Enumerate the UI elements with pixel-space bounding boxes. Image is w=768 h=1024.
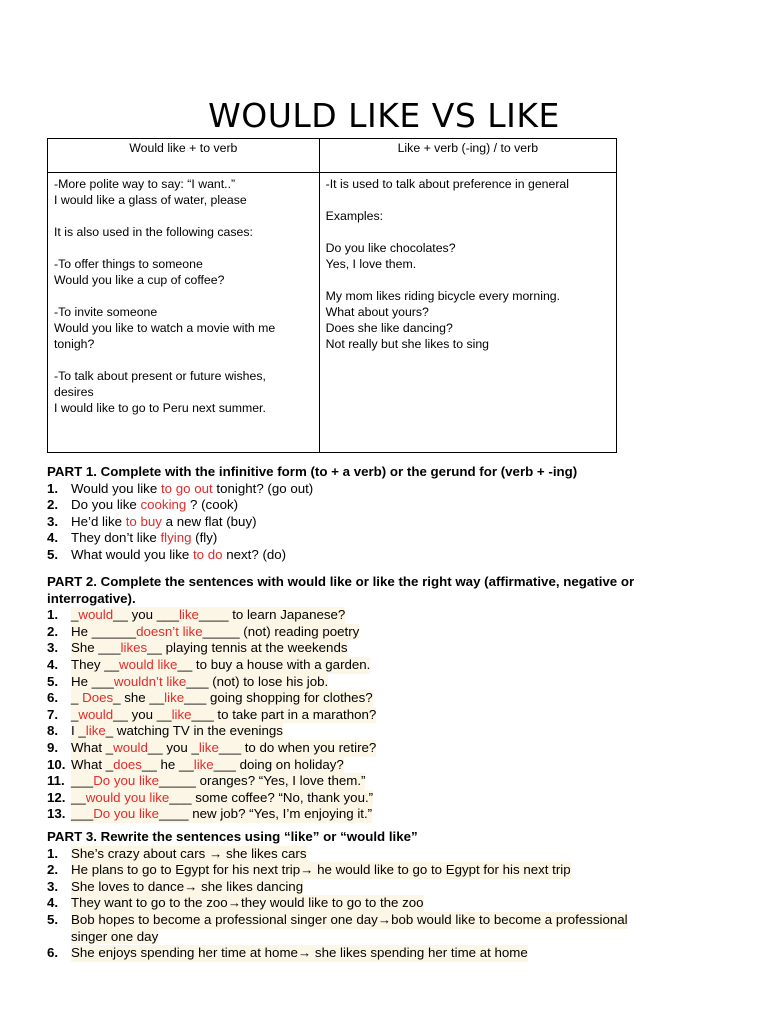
answer-text: would xyxy=(78,706,114,722)
explanation-line: What about yours? xyxy=(325,305,429,319)
item-sentence xyxy=(71,624,359,641)
item-number: 4. xyxy=(47,656,59,672)
blank-line xyxy=(54,288,313,304)
blank-line xyxy=(326,192,610,208)
answer-text: Do you like xyxy=(93,806,159,822)
sentence-text: She ___ xyxy=(71,640,121,656)
item-sentence xyxy=(71,607,345,624)
item-number: 3. xyxy=(47,878,59,894)
exercise-item xyxy=(47,707,687,724)
answer-text: Does xyxy=(82,690,114,706)
sentence-text: a new flat (buy) xyxy=(161,513,257,529)
rewrite-sentence: She’s crazy about cars → she likes cars xyxy=(71,845,307,861)
item-sentence xyxy=(71,707,376,724)
rewrite-item xyxy=(47,846,687,863)
explanation-line: Not really but she likes to sing xyxy=(325,337,490,351)
item-number: 10. xyxy=(47,756,66,772)
like-column-header: Like + verb (-ing) / to verb xyxy=(319,139,616,173)
sentence-text: I _ xyxy=(71,723,86,739)
worksheet-title: WOULD LIKE VS LIKE xyxy=(208,96,560,135)
item-number: 6. xyxy=(47,945,59,961)
sentence-text: _____ oranges? “Yes, I love them.” xyxy=(158,773,366,789)
item-sentence xyxy=(71,497,238,514)
sentence-text: _ watching TV in the evenings xyxy=(105,723,283,739)
answer-text: like xyxy=(164,690,185,706)
exercise-item xyxy=(47,723,687,740)
sentence-text: __ you __ xyxy=(113,706,172,722)
explanation-line: desires xyxy=(54,385,94,399)
exercise-item xyxy=(47,640,687,657)
item-sentence xyxy=(71,674,328,691)
sentence-text: ____ to learn Japanese? xyxy=(198,607,346,623)
answer-text: would xyxy=(78,607,114,623)
answer-text: like xyxy=(193,756,214,772)
rewrite-sentence: She enjoys spending her time at home→ she likes spending her time at home xyxy=(71,945,528,961)
answer-text: does xyxy=(113,756,142,772)
item-number: 1. xyxy=(47,480,59,496)
part1-section xyxy=(47,464,687,564)
sentence-text: Would you like xyxy=(71,480,161,496)
exercise-item xyxy=(47,740,687,757)
sentence-text: _ xyxy=(71,706,79,722)
exercise-item xyxy=(47,757,687,774)
would-like-column-header: Would like + to verb xyxy=(48,139,320,173)
exercise-item xyxy=(47,790,687,807)
item-number: 13. xyxy=(47,806,66,822)
explanation-line: Do you like chocolates? xyxy=(325,241,456,255)
part2-heading-line-2: interrogative). xyxy=(47,590,136,606)
item-number: 11. xyxy=(47,773,65,789)
answer-text: like xyxy=(178,607,199,623)
sentence-text: ___ some coffee? “No, thank you.” xyxy=(169,789,374,805)
item-number: 4. xyxy=(47,530,59,546)
rewrite-sentence-continued: singer one day xyxy=(71,928,159,944)
sentence-text: ? (cook) xyxy=(186,497,239,513)
exercise-item xyxy=(47,607,687,624)
sentence-text: ___ to do when you retire? xyxy=(218,739,377,755)
answer-text: flying xyxy=(160,530,192,546)
rewrite-continuation xyxy=(47,929,687,946)
exercise-item xyxy=(47,547,687,564)
explanation-line: I would like a glass of water, please xyxy=(54,193,247,207)
sentence-text: _ xyxy=(71,690,83,706)
explanation-line: I would like to go to Peru next summer. xyxy=(54,401,266,415)
item-sentence xyxy=(71,690,373,707)
blank-line xyxy=(326,272,610,288)
answer-text: to do xyxy=(192,546,223,562)
sentence-text: ___ going shopping for clothes? xyxy=(184,690,373,706)
exercise-item xyxy=(47,806,687,823)
sentence-text: He’d like xyxy=(71,513,126,529)
explanation-line: Examples: xyxy=(325,209,384,223)
item-number: 2. xyxy=(47,623,59,639)
exercise-item xyxy=(47,674,687,691)
rewrite-item xyxy=(47,879,687,896)
explanation-line: Does she like dancing? xyxy=(325,321,453,335)
item-number: 3. xyxy=(47,513,59,529)
item-number: 12. xyxy=(47,789,66,805)
sentence-text: What _ xyxy=(71,756,114,772)
sentence-text: He ___ xyxy=(71,673,114,689)
explanation-line: -To invite someone xyxy=(54,305,158,319)
answer-text: Do you like xyxy=(93,773,159,789)
sentence-text: ___ xyxy=(71,773,94,789)
sentence-text: ___ to take part in a marathon? xyxy=(191,706,377,722)
item-sentence xyxy=(71,640,348,657)
sentence-text: _ she __ xyxy=(113,690,165,706)
item-sentence xyxy=(71,790,373,807)
exercise-item xyxy=(47,514,687,531)
sentence-text: They don’t like xyxy=(71,530,161,546)
sentence-text: (fly) xyxy=(191,530,218,546)
sentence-text: What would you like xyxy=(71,546,193,562)
answer-text: would like xyxy=(119,656,178,672)
exercise-item xyxy=(47,497,687,514)
part3-section xyxy=(47,829,687,962)
would-like-explanation-cell xyxy=(48,173,320,453)
answer-text: cooking xyxy=(140,497,187,513)
rewrite-sentence: She loves to dance→ she likes dancing xyxy=(71,878,304,894)
exercise-item xyxy=(47,624,687,641)
part2-section xyxy=(47,574,687,823)
sentence-text: __ you _ xyxy=(147,739,199,755)
item-sentence xyxy=(71,806,372,823)
sentence-text: ___ xyxy=(71,806,94,822)
item-number: 7. xyxy=(47,706,59,722)
explanation-line: tonigh? xyxy=(54,337,95,351)
explanation-line: -To offer things to someone xyxy=(54,257,203,271)
item-number: 2. xyxy=(47,497,59,513)
blank-line xyxy=(54,352,313,368)
rewrite-sentence: Bob hopes to become a professional singer one day→bob would like to become a professional xyxy=(71,911,628,927)
grammar-comparison-table xyxy=(47,138,617,453)
sentence-text: ___ (not) to lose his job. xyxy=(186,673,329,689)
exercise-item xyxy=(47,657,687,674)
item-number: 5. xyxy=(47,546,59,562)
item-sentence xyxy=(71,773,365,790)
sentence-text: __ you ___ xyxy=(113,607,179,623)
item-number: 6. xyxy=(47,690,59,706)
sentence-text: __ to buy a house with a garden. xyxy=(177,656,371,672)
exercise-item xyxy=(47,530,687,547)
sentence-text: tonight? (go out) xyxy=(212,480,314,496)
item-sentence xyxy=(71,657,370,674)
blank-line xyxy=(326,224,610,240)
sentence-text: _____ (not) reading poetry xyxy=(202,623,360,639)
explanation-line: -More polite way to say: “I want..” xyxy=(54,177,236,191)
item-sentence xyxy=(71,757,344,774)
rewrite-sentence: They want to go to the zoo→they would like to go to the zoo xyxy=(71,895,424,911)
answer-text: to buy xyxy=(125,513,162,529)
item-number: 1. xyxy=(47,607,59,623)
part1-heading: PART 1. Complete with the infinitive form (to + a verb) or the gerund for (verb + -ing) xyxy=(47,464,578,479)
exercise-item xyxy=(47,481,687,498)
blank-line xyxy=(54,240,313,256)
sentence-text: Do you like xyxy=(71,497,141,513)
part2-heading-line-1: PART 2. Complete the sentences with would like or like the right way (affirmative, negative or xyxy=(47,574,635,589)
sentence-text: He ______ xyxy=(71,623,137,639)
sentence-text: next? (do) xyxy=(222,546,287,562)
rewrite-item xyxy=(47,895,687,912)
blank-line xyxy=(54,208,313,224)
answer-text: wouldn’t like xyxy=(113,673,187,689)
item-number: 2. xyxy=(47,862,59,878)
answer-text: doesn’t like xyxy=(136,623,203,639)
answer-text: likes xyxy=(120,640,148,656)
table-header-row xyxy=(48,139,617,173)
rewrite-item xyxy=(47,862,687,879)
part3-heading: PART 3. Rewrite the sentences using “like” or “would like” xyxy=(47,829,418,844)
item-number: 5. xyxy=(47,911,59,927)
item-sentence xyxy=(71,481,313,498)
explanation-line: My mom likes riding bicycle every morning. xyxy=(325,289,561,303)
item-sentence xyxy=(71,547,286,564)
item-number: 4. xyxy=(47,895,59,911)
item-sentence xyxy=(71,514,257,531)
sentence-text: ___ doing on holiday? xyxy=(213,756,344,772)
item-number: 5. xyxy=(47,673,59,689)
item-number: 3. xyxy=(47,640,59,656)
explanation-line: Would you like to watch a movie with me xyxy=(54,321,276,335)
explanation-line: -It is used to talk about preference in general xyxy=(325,177,570,191)
exercise-item xyxy=(47,690,687,707)
sentence-text: What _ xyxy=(71,739,114,755)
sentence-text: __ he __ xyxy=(141,756,194,772)
explanation-line: It is also used in the following cases: xyxy=(54,225,253,239)
explanation-line: Yes, I love them. xyxy=(325,257,417,271)
answer-text: would you like xyxy=(85,789,170,805)
answer-text: like xyxy=(85,723,106,739)
sentence-text: They __ xyxy=(71,656,120,672)
rewrite-sentence: He plans to go to Egypt for his next trip→ he would like to go to Egypt for his next trip xyxy=(71,862,571,878)
answer-text: would xyxy=(113,739,148,755)
sentence-text: __ xyxy=(71,789,86,805)
table-content-row xyxy=(48,173,617,453)
rewrite-item xyxy=(47,912,687,929)
item-sentence xyxy=(71,723,283,740)
item-number: 1. xyxy=(47,845,59,861)
sentence-text: ____ new job? “Yes, I’m enjoying it.” xyxy=(158,806,373,822)
item-sentence xyxy=(71,740,376,757)
answer-text: like xyxy=(198,739,219,755)
explanation-line: -To talk about present or future wishes, xyxy=(54,369,266,383)
item-number: 9. xyxy=(47,739,59,755)
item-number: 8. xyxy=(47,723,59,739)
rewrite-item xyxy=(47,945,687,962)
exercise-item xyxy=(47,773,687,790)
sentence-text: __ playing tennis at the weekends xyxy=(147,640,348,656)
like-explanation-cell xyxy=(319,173,616,453)
answer-text: like xyxy=(171,706,192,722)
sentence-text: _ xyxy=(71,607,79,623)
explanation-line: Would you like a cup of coffee? xyxy=(54,273,225,287)
item-sentence xyxy=(71,530,217,547)
answer-text: to go out xyxy=(160,480,213,496)
